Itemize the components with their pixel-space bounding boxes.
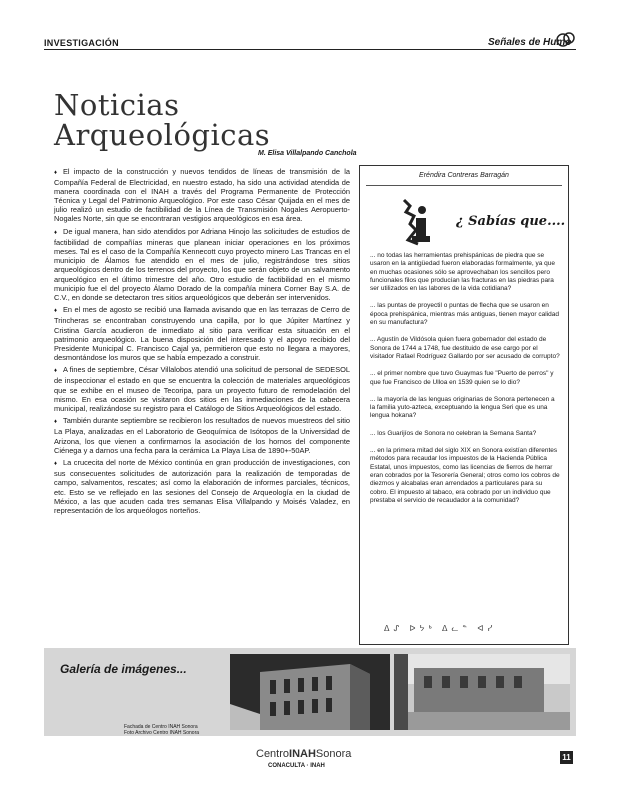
logo-part: Centro xyxy=(256,748,290,760)
paragraph xyxy=(54,365,350,412)
paragraph-text: La crucecita del norte de México continúa en gran producción de investigaciones, con sus consecuentes solicitudes de autorización para la realización de temporadas de campo, salvamentos, rescates; así como la elaboración de informes parciales, técnicos, etc. Esto se ve reflejado en las sesiones del Consejo de Arqueología en la ciudad de México, a las que acuden cada tres semanas Elisa Villalpando y Moisés Valadez, en representación de los arqueólogos norteños. xyxy=(54,458,350,515)
list-item: ... la mayoría de las lenguas originarias de Sonora pertenecen a la familia yuto-azteca, exceptuando la lengua Seri que es una lengua hokana? xyxy=(370,395,555,420)
bullet-icon: ♦ xyxy=(54,461,58,468)
bullet-icon: ♦ xyxy=(54,170,58,176)
footer-logo xyxy=(256,748,351,760)
list-item: ... las puntas de proyectil o puntas de flecha que se usaron en época prehispánica, mientras más antiguas, tienen mayor calidad en su manufactura? xyxy=(370,302,559,327)
article-author: M. Elisa Villalpando Canchola xyxy=(258,150,357,157)
brand-name: Señales de Humo xyxy=(488,37,572,48)
gallery-band xyxy=(44,648,576,736)
courtyard-photo-icon xyxy=(394,654,570,730)
decorative-glyphs: ᐃᔑ ᐅᔭᒃ ᐃᓚᓐ ᐊᓯ xyxy=(384,624,497,633)
bullet-icon: ♦ xyxy=(54,368,58,375)
bullet-icon: ♦ xyxy=(54,308,58,315)
sidebar-box xyxy=(359,165,569,645)
paragraph-text: A fines de septiembre, César Villalobos atendió una solicitud de personal de SEDESOL de inspeccionar el estado en que se encuentra la colección de materiales arqueológicos que se exhibe en el museo de Tecoripa, para un proyecto futuro de remodelación del mismo. En esa ocasión se visitaron dos sitios en las inmediaciones de la cabecera municipal, realizándose su registro para el Catálogo de Sitios Arqueológicos del estado. xyxy=(54,365,350,413)
section-label: INVESTIGACIÓN xyxy=(44,38,119,48)
title-line-2: Arqueológicas xyxy=(54,118,271,152)
footer-sub: CONACULTA · INAH xyxy=(268,763,325,769)
gallery-title: Galería de imágenes... xyxy=(60,662,187,676)
paragraph-text: El impacto de la construcción y nuevos tendidos de líneas de transmisión de la Compañía Federal de Electricidad, en nuestro estado, ha sido una actividad atendida de manera coordinada con el INAH a través del Programa Permanente de Protección Técnica y Legal del Patrimonio Arqueológico. Por este caso César Quijada en el mes de julio realizó un estudio de factibilidad de la Línea de Transmisión Nogales Aeropuerto-Nogales Norte, sin que se encontraran vestigios arqueológicos en esa área. xyxy=(54,167,350,224)
building-photo-icon xyxy=(230,654,390,730)
sidebar-heading: ¿ Sabías que.... xyxy=(456,214,566,229)
credit-line: Foto Archivo Centro INAH Sonora xyxy=(124,730,200,736)
article-title xyxy=(54,90,270,150)
photo-credits xyxy=(124,724,199,736)
brand-logo-icon xyxy=(555,30,577,50)
list-item: ... no todas las herramientas prehispánicas de piedra que se usaron en la antigüedad fueron elaboradas formalmente, ya que en muchas ocasiones sólo se aprovechaban los sencillos pero funcionales filos que producían las fracturas en las piedras para ser utilizados en las labores de la vida cotidiana? xyxy=(370,252,556,293)
list-item: ... el primer nombre que tuvo Guaymas fue "Puerto de perros" y que fue Francisco de Ulloa en 1539 quien se lo dio? xyxy=(370,370,554,386)
list-item: ... Agustín de Vildósola quien fuera gobernador del estado de Sonora de 1744 a 1748, fue destituido de ese cargo por el visitador Rafael Rodríguez Gallardo por ser acusado de corrupto? xyxy=(370,336,560,360)
bullet-icon: ♦ xyxy=(54,419,58,426)
paragraph-text: De igual manera, han sido atendidos por Adriana Hinojo las solicitudes de estudios de factibilidad de compañías mineras que planean iniciar operaciones en los próximos meses. Tal es el caso de la Compañía Kennecott cuyo proyecto minero Las Trancas en el municipio de Álamos fue atendido en el mes de julio, registrándose tres sitios arqueológicos dentro de los terrenos del proyecto, los que serán objeto de un salvamento arqueológico en el último trimestre del año. Otro estudio de factibilidad en el mismo municipio fue el del proyecto Álamo Dorado de la compañía minera Corner Bay S.A. de C.V., en donde se detectaron tres sitios arqueológicos que deberán ser intervenidos. xyxy=(54,227,350,302)
logo-part: Sonora xyxy=(315,748,352,760)
paragraph xyxy=(54,416,350,454)
paragraph xyxy=(54,167,350,224)
rock-art-figure-icon xyxy=(396,196,436,248)
bullet-icon: ♦ xyxy=(54,230,58,237)
list-item: ... en la primera mitad del siglo XIX en Sonora existían diferentes métodos para recaudar los impuestos de la Hacienda Pública Estatal, unos impuestos, como las licencias de fierros de herrar eran cobrados por la Tesorería General; otros como los cobros de diezmos y alcabalas eran arrendados a particulares para su cobro. El impuesto al tabaco, era cobrado por un individuo que prestaba el servicio de recaudador a la comunidad? xyxy=(370,447,560,504)
paragraph-text: En el mes de agosto se recibió una llamada avisando que en las terrazas de Cerro de Trincheras se encontraban construyendo una capilla, por lo que Júpiter Martínez y Cristina García acudieron de inmediato al sitio para verificar esta situación en el patrimonio arqueológico. La buena disposición del interesado y el apoyo recibido del Presidente Municipal C. Francisco Cajal ya, permitieron que esto no llegara a mayores, desmontándose los muros que se había empezado a construir. xyxy=(54,305,350,362)
paragraph xyxy=(54,305,350,362)
sidebar-author: Eréndira Contreras Barragán xyxy=(419,172,509,179)
article-body xyxy=(54,167,350,518)
paragraph xyxy=(54,458,350,515)
logo-part: INAH xyxy=(289,748,316,760)
header-rule xyxy=(44,49,576,50)
page-number: 11 xyxy=(560,751,573,764)
sidebar-rule xyxy=(366,185,562,186)
title-line-1: Noticias xyxy=(54,88,180,122)
paragraph xyxy=(54,227,350,302)
question-list xyxy=(370,252,560,514)
list-item: ... los Guarijíos de Sonora no celebran la Semana Santa? xyxy=(370,429,537,437)
paragraph-text: También durante septiembre se recibieron los resultados de nuevos muestreos del sitio La Playa, analizadas en el Laboratorio de Geoquímica de Isótopos de la Universidad de Arizona, los que vienen a confirmarnos la asociación de los hornos del componente Ciénega y a darnos una fecha para la cerámica La Playa Lisa de 1890+-50AP. xyxy=(54,416,350,455)
credit-line: Fachada de Centro INAH Sonora xyxy=(124,724,198,730)
